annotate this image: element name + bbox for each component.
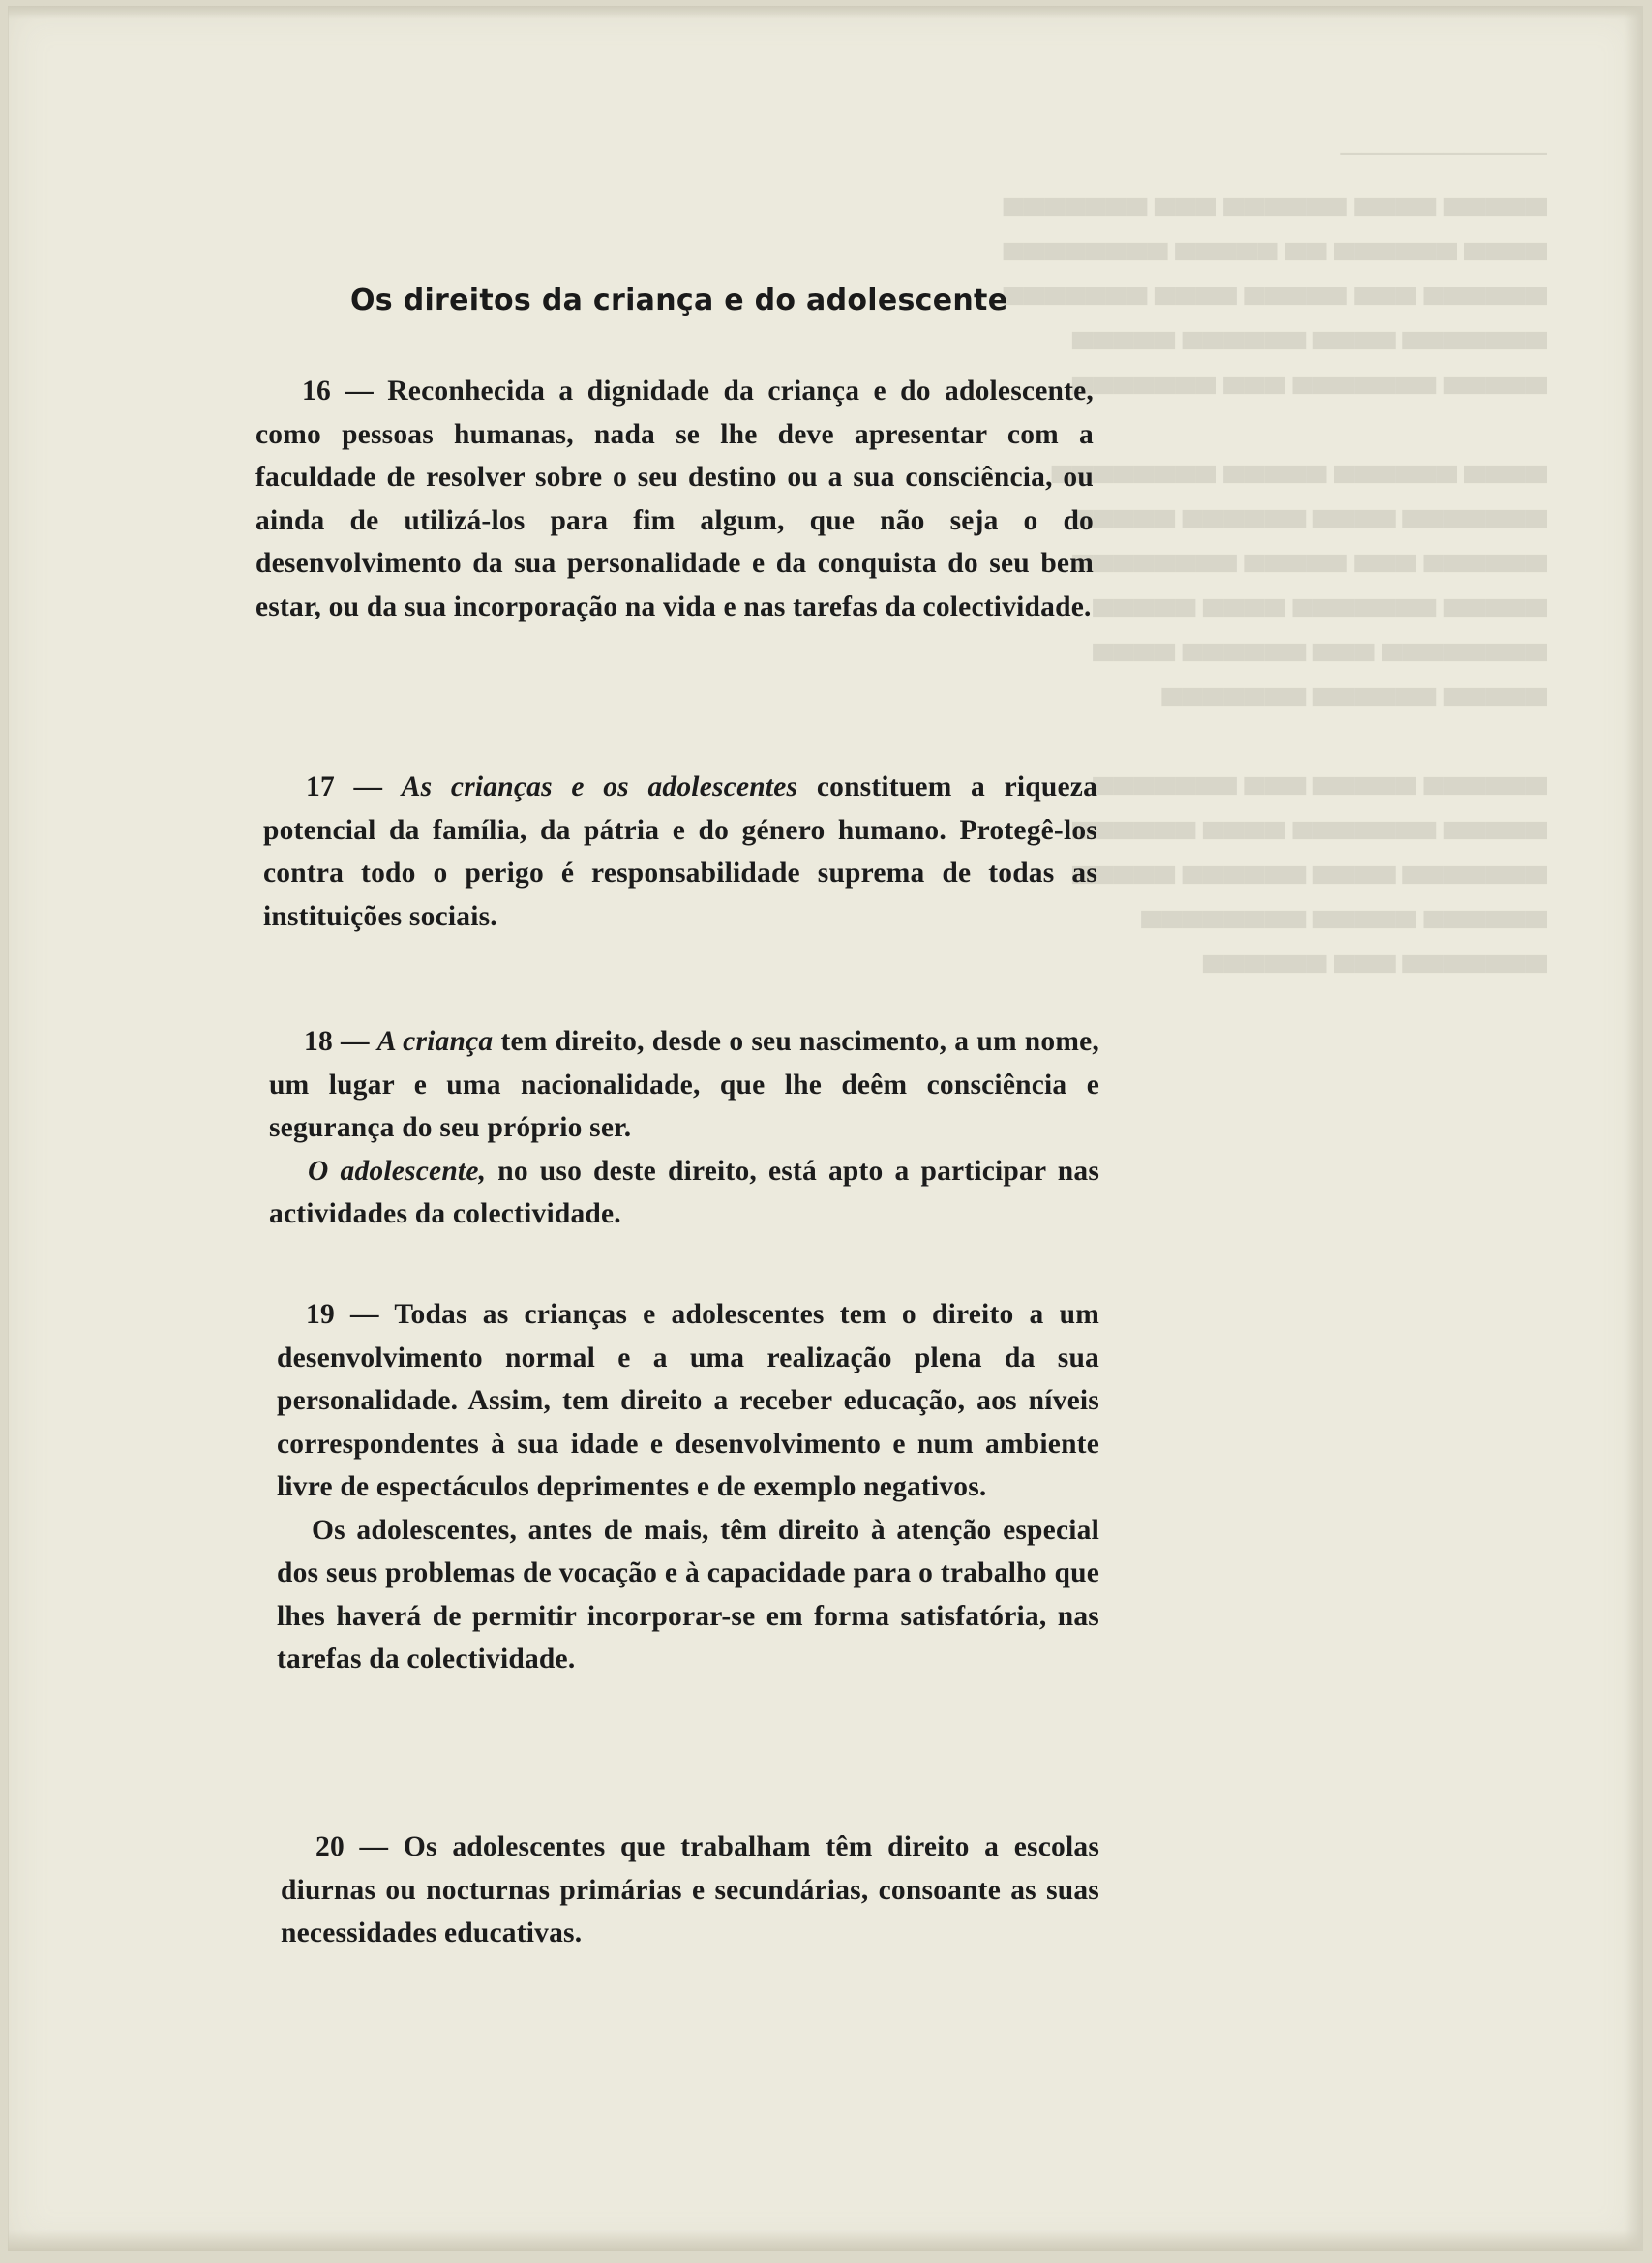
- article-dash: —: [341, 1026, 370, 1057]
- article-dash: —: [345, 376, 374, 407]
- article-17: [263, 766, 1097, 938]
- article-dash: —: [359, 1831, 389, 1862]
- article-19: [277, 1293, 1099, 1681]
- article-number: 16: [302, 376, 331, 407]
- article-emphasis: A criança: [376, 1026, 494, 1057]
- article-sub-text: no uso deste direito, está apto a participar nas actividades da colectividade.: [269, 1155, 1100, 1229]
- article-text: tem direito, desde o seu nascimento, a um nome, um lugar e uma nacionalidade, que lhe deêm consciência e segurança do seu próprio ser.: [269, 1026, 1100, 1143]
- document-page: [8, 6, 1643, 2251]
- article-text: Os adolescentes que trabalham têm direito a escolas diurnas ou nocturnas primárias e secundárias, consoante as suas necessidades educativas.: [281, 1831, 1100, 1948]
- article-18: [269, 1020, 1099, 1236]
- article-number: 20: [315, 1831, 345, 1862]
- article-16: [255, 370, 1094, 628]
- page-edge-bottom: [8, 2230, 1643, 2251]
- article-20: [281, 1825, 1099, 1955]
- page-edge-top: [8, 6, 1643, 19]
- article-emphasis: As crianças e os adolescentes: [401, 771, 798, 802]
- bleed-through-texture: ────────── ▄▄▄▄▄ ▄▄▄▄ ▄▄▄▄▄▄ ▄▄▄ ▄▄▄▄▄▄▄ ▄▄▄▄ ▄▄▄▄▄▄ ▄▄ ▄▄▄▄▄ ▄▄▄▄▄▄▄▄ ▄▄▄▄▄▄ ▄▄▄ ▄▄▄▄▄ ▄▄▄▄ ▄▄▄▄▄▄▄ ▄▄▄▄▄▄▄ ▄▄▄▄ ▄▄▄▄▄▄ ▄▄▄▄▄ ▄▄▄▄▄ ▄▄▄▄▄▄▄ ▄▄▄ ▄▄▄▄▄▄▄ ▄▄▄▄ ▄▄▄▄▄▄ ▄▄▄▄▄ ▄▄▄▄▄▄▄▄ ▄▄▄▄▄▄▄ ▄▄▄▄ ▄▄▄▄▄▄ ▄▄▄▄▄ ▄▄▄▄▄▄ ▄▄▄ ▄▄▄▄▄ ▄▄▄▄▄▄▄▄ ▄▄▄▄▄ ▄▄▄▄▄▄▄ ▄▄▄▄ ▄▄▄▄▄ ▄▄▄▄▄▄▄▄ ▄▄▄ ▄▄▄▄▄▄ ▄▄▄▄ ▄▄▄▄▄ ▄▄▄▄▄▄ ▄▄▄▄▄▄▄ ▄▄▄▄▄▄ ▄▄▄▄▄ ▄▄▄ ▄▄▄▄▄▄▄ ▄▄▄▄▄ ▄▄▄▄▄▄▄ ▄▄▄▄ ▄▄▄▄▄▄ ▄▄▄▄▄▄▄ ▄▄▄▄ ▄▄▄▄▄▄ ▄▄▄▄▄ ▄▄▄▄▄▄ ▄▄▄▄▄ ▄▄▄▄▄▄▄▄ ▄▄▄▄▄▄▄ ▄▄▄ ▄▄▄▄▄▄: [1003, 137, 1547, 971]
- article-sub-text: Os adolescentes, antes de mais, têm direito à atenção especial dos seus problemas de vocação e à capacidade para o trabalho que lhes haverá de permitir incorporar-se em forma satisfatória, nas tarefas da colectividade.: [277, 1514, 1099, 1675]
- page-title: Os direitos da criança e do adolescente: [350, 284, 1008, 317]
- article-number: 18: [304, 1026, 333, 1057]
- article-number: 19: [306, 1299, 335, 1330]
- article-dash: —: [350, 1299, 379, 1330]
- article-text: Todas as crianças e adolescentes tem o direito a um desenvolvimento normal e a uma realização plena da sua personalidade. Assim, tem direito a receber educação, aos níveis correspondentes à sua idade e desenvolvimento e num ambiente livre de espectáculos deprimentes e de exemplo negativos.: [277, 1299, 1099, 1502]
- article-number: 17: [306, 771, 335, 802]
- article-text: Reconhecida a dignidade da criança e do adolescente, como pessoas humanas, nada se lhe deve apresentar com a faculdade de resolver sobre o seu destino ou a sua consciência, ou ainda de utilizá-los para fim algum, que não seja o do desenvolvimento da sua personalidade e da conquista do seu bem estar, ou da sua incorporação na vida e nas tarefas da colectividade.: [255, 376, 1094, 622]
- page-edge-right: [1624, 6, 1643, 2251]
- article-sub-emphasis: O adolescente,: [308, 1155, 487, 1187]
- article-text: constituem a riqueza potencial da família, da pátria e do género humano. Protegê-los contra todo o perigo é responsabilidade suprema de todas as instituições sociais.: [263, 771, 1098, 932]
- article-dash: —: [353, 771, 383, 802]
